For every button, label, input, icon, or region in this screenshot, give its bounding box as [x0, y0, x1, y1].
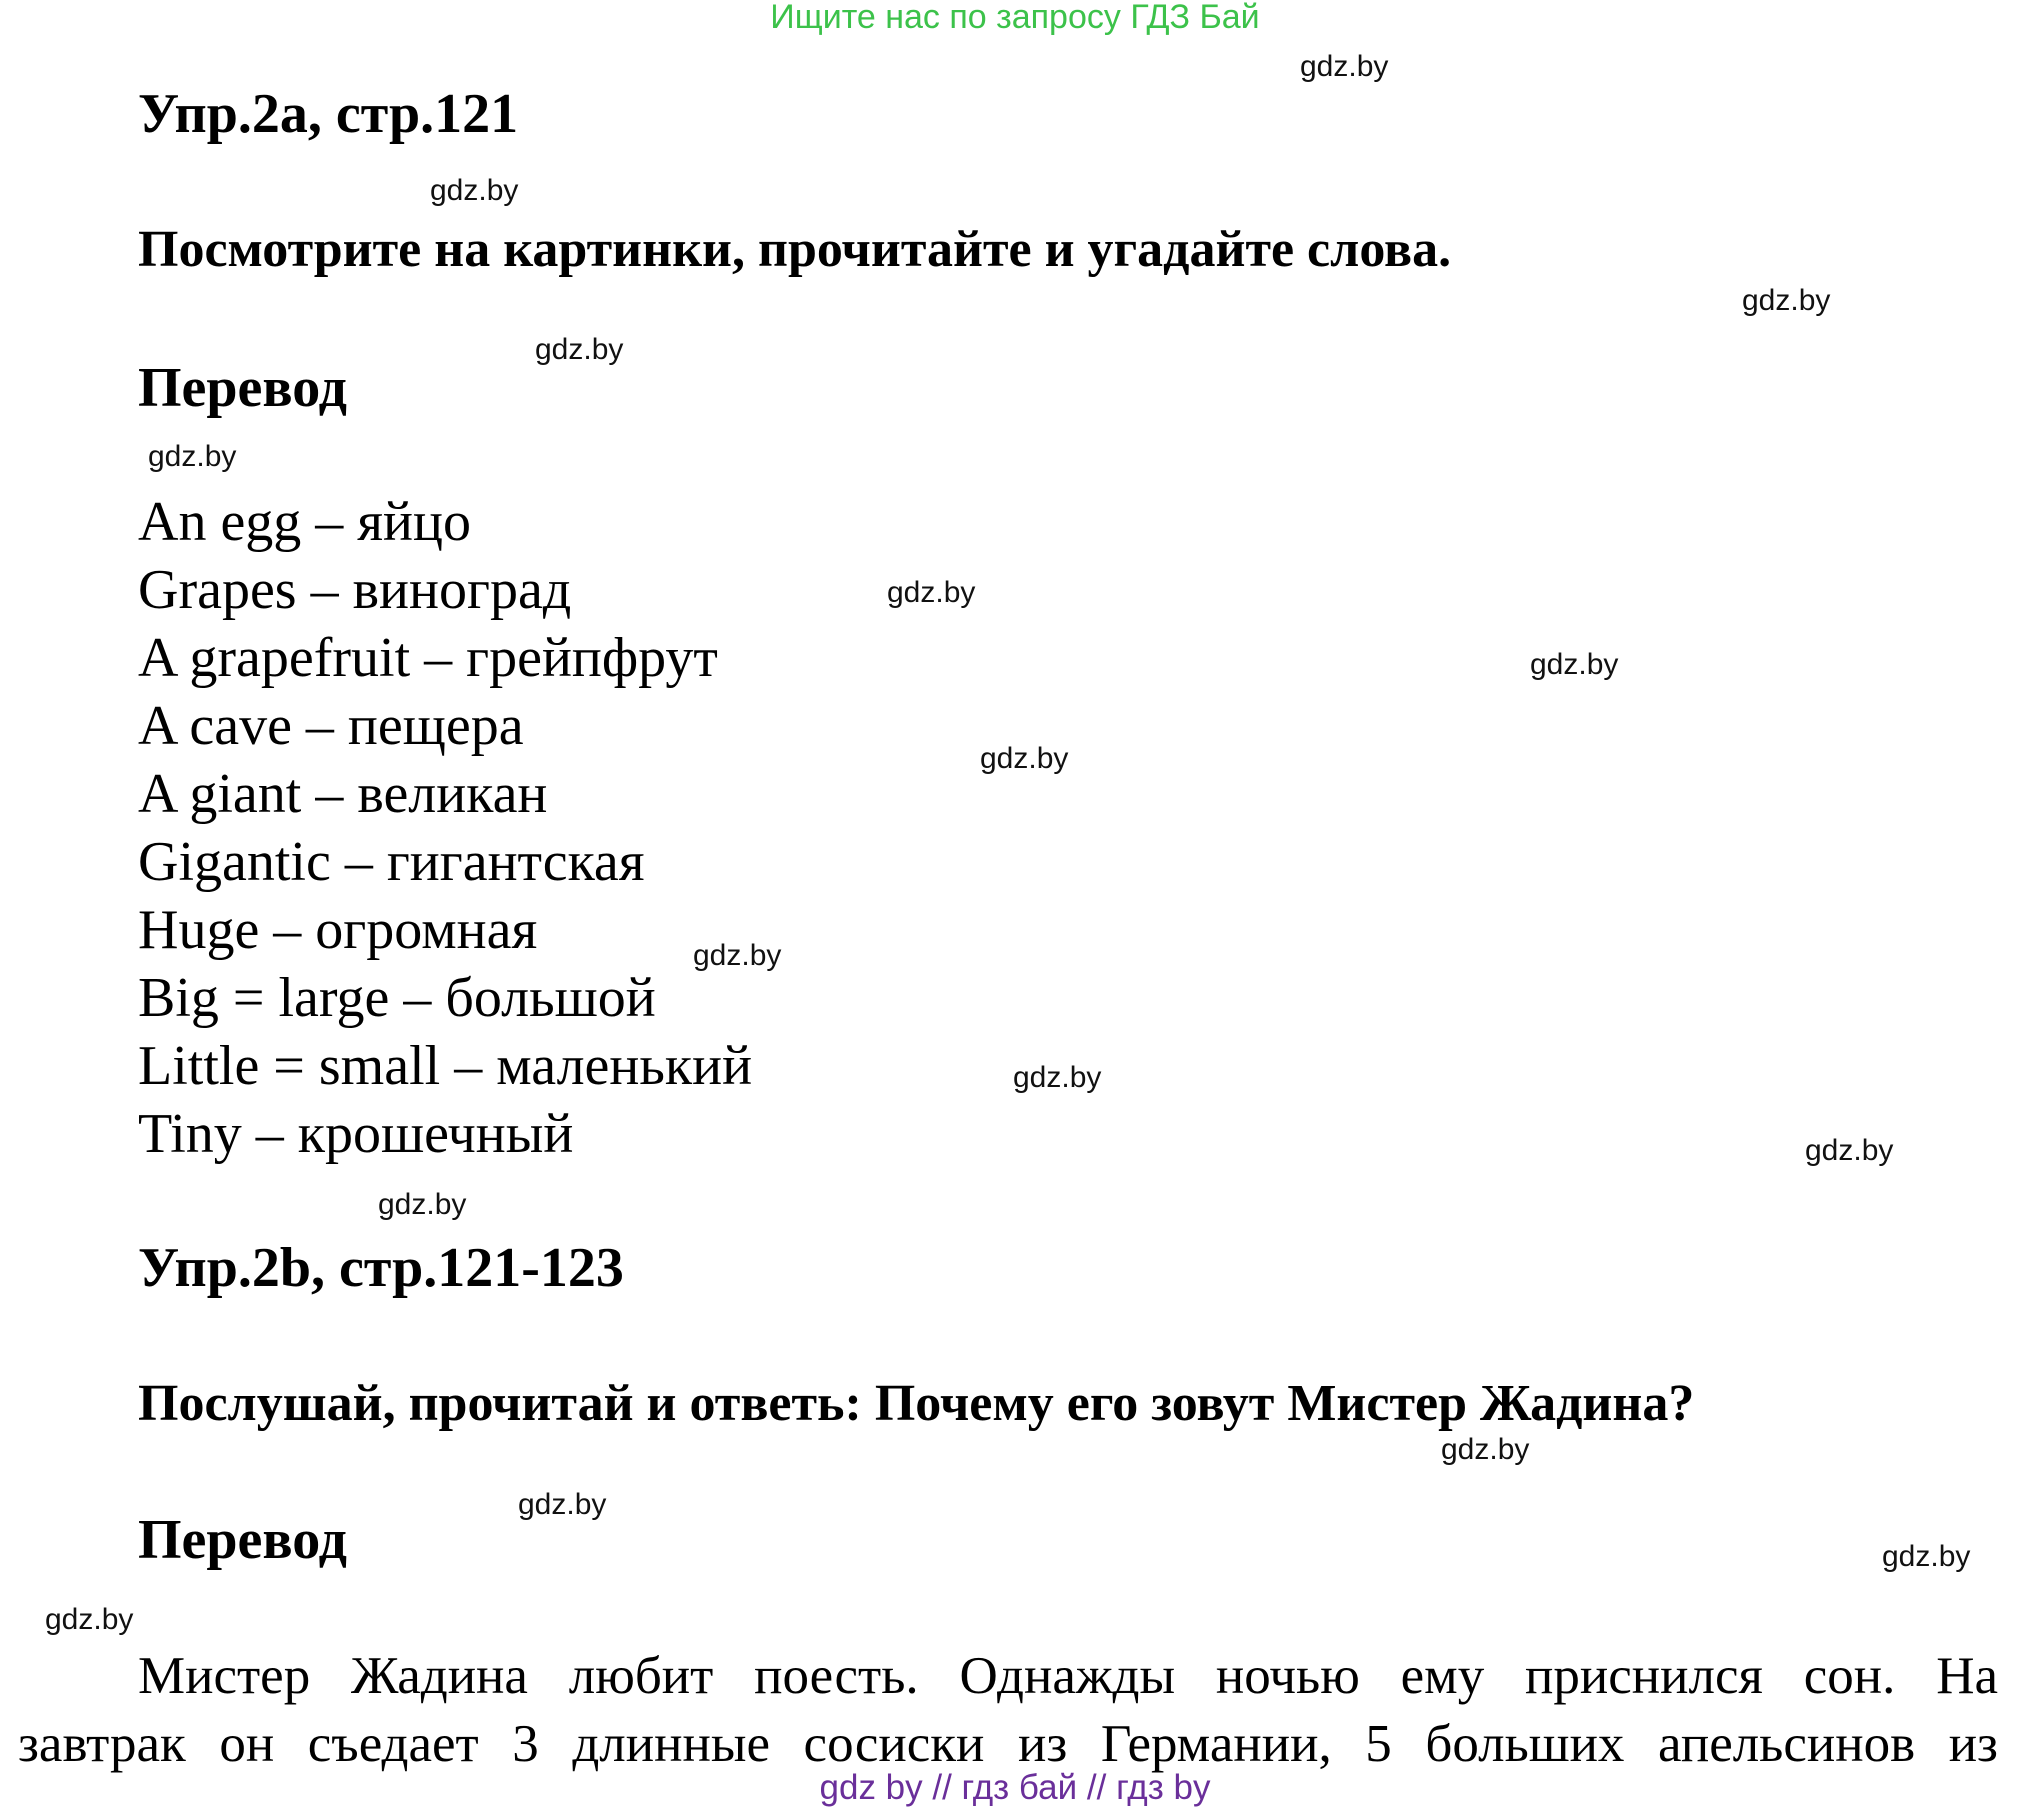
- vocab-item: Gigantic – гигантская: [138, 831, 645, 893]
- watermark: gdz.by: [518, 1488, 607, 1521]
- vocab-item: Tiny – крошечный: [138, 1103, 574, 1165]
- exercise-heading: Упр.2а, стр.121: [138, 83, 519, 145]
- watermark: gdz.by: [430, 174, 519, 207]
- vocab-item: A giant – великан: [138, 763, 548, 825]
- paragraph-line: завтрак он съедает 3 длинные сосиски из Германии, 5 больших апельсинов из: [18, 1715, 1998, 1773]
- vocab-item: A cave – пещера: [138, 695, 524, 757]
- translation-label: Перевод: [138, 357, 347, 419]
- search-banner: Ищите нас по запросу ГДЗ Бай: [770, 0, 1260, 36]
- vocab-item: Grapes – виноград: [138, 559, 572, 621]
- vocab-item: An egg – яйцо: [138, 491, 471, 553]
- watermark: gdz.by: [887, 576, 976, 609]
- watermark: gdz.by: [1742, 284, 1831, 317]
- exercise-heading: Упр.2b, стр.121-123: [138, 1237, 624, 1299]
- watermark: gdz.by: [1530, 648, 1619, 681]
- watermark: gdz.by: [1882, 1540, 1971, 1573]
- translation-label: Перевод: [138, 1509, 347, 1571]
- footer-watermark: gdz by // гдз бай // гдз by: [819, 1768, 1211, 1807]
- watermark: gdz.by: [535, 333, 624, 366]
- watermark: gdz.by: [45, 1603, 134, 1636]
- watermark: gdz.by: [378, 1188, 467, 1221]
- vocab-item: Big = large – большой: [138, 967, 656, 1029]
- watermark: gdz.by: [693, 939, 782, 972]
- watermark: gdz.by: [1300, 50, 1389, 83]
- exercise-instruction: Посмотрите на картинки, прочитайте и угадайте слова.: [138, 221, 1452, 278]
- watermark: gdz.by: [1013, 1061, 1102, 1094]
- paragraph-line: Мистер Жадина любит поесть. Однажды ночью ему приснился сон. На: [138, 1647, 1998, 1705]
- vocab-item: Little = small – маленький: [138, 1035, 753, 1097]
- watermark: gdz.by: [980, 742, 1069, 775]
- watermark: gdz.by: [148, 440, 237, 473]
- watermark: gdz.by: [1805, 1134, 1894, 1167]
- exercise-instruction: Послушай, прочитай и ответь: Почему его зовут Мистер Жадина?: [138, 1375, 1695, 1432]
- vocab-item: Huge – огромная: [138, 899, 538, 961]
- vocab-item: A grapefruit – грейпфрут: [138, 627, 718, 689]
- watermark: gdz.by: [1441, 1433, 1530, 1466]
